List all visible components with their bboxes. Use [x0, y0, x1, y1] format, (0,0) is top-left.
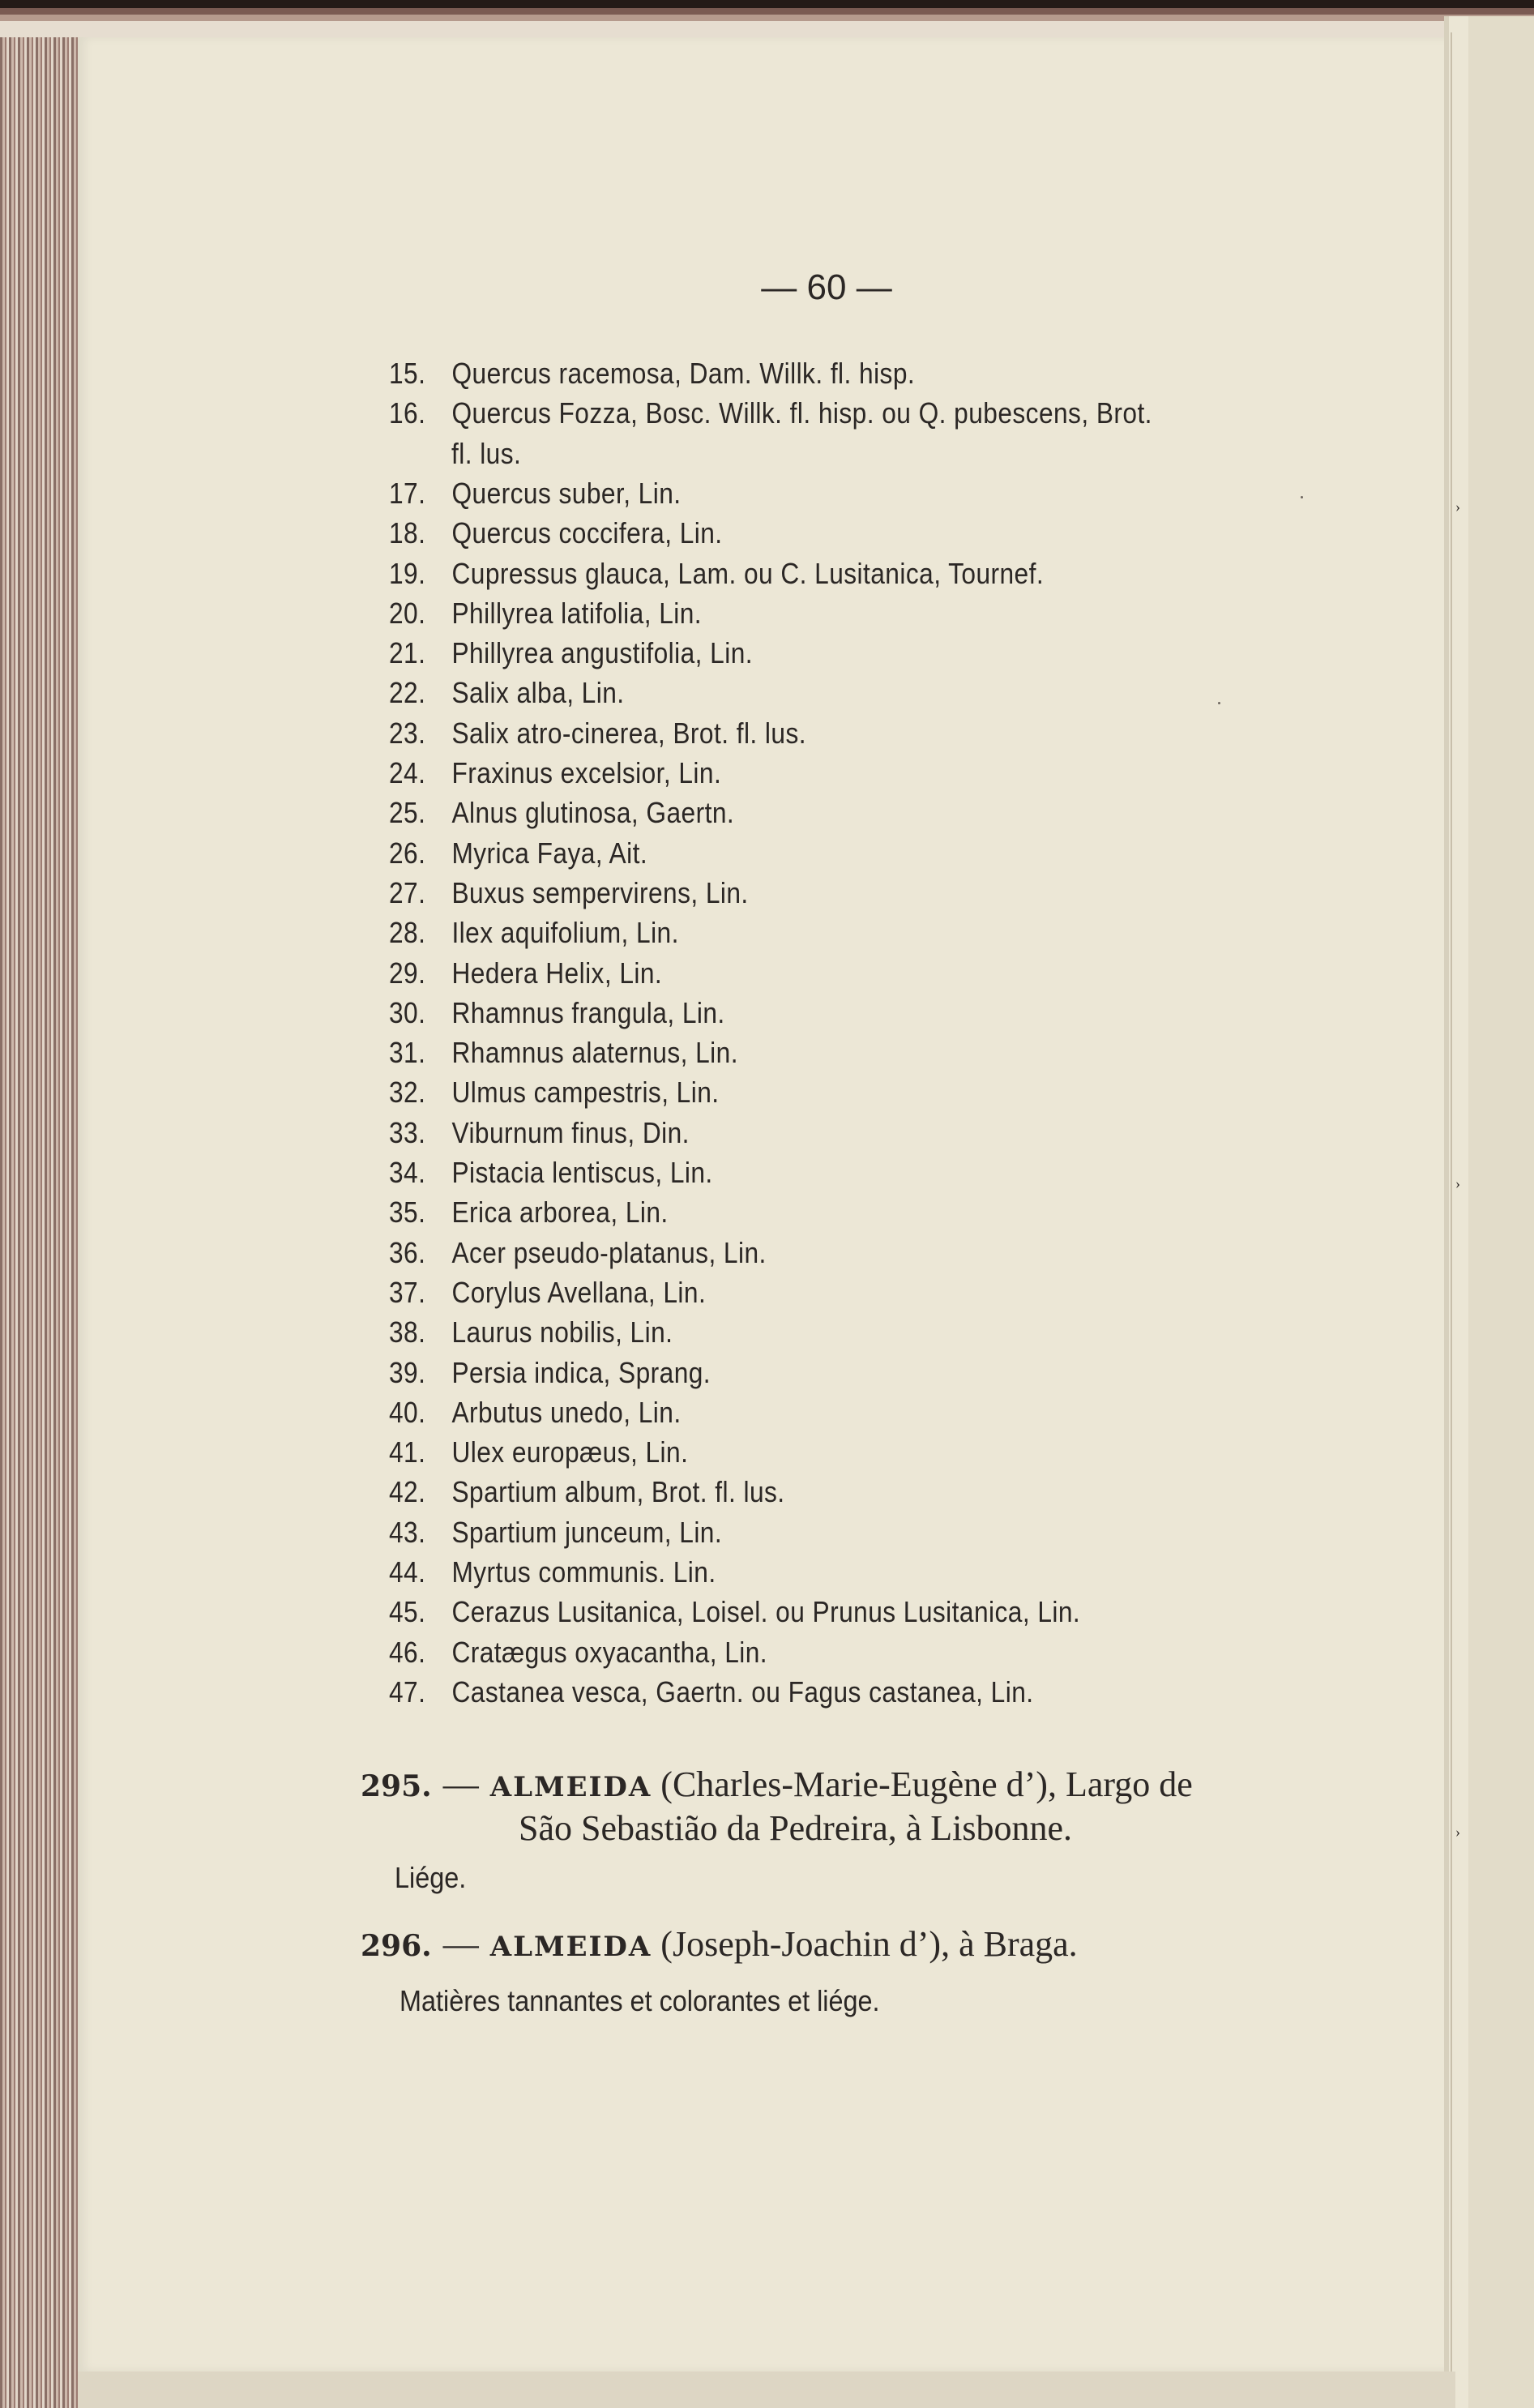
item-number: 28. [389, 916, 426, 950]
exhibit-description: Liége. [395, 1861, 467, 1894]
plant-list-item [389, 1156, 713, 1190]
entry-number: 296. [361, 1929, 432, 1963]
plant-name: Corylus Avellana, Lin. [451, 1275, 707, 1309]
item-number: 19. [389, 556, 426, 590]
entry-number: 295. [361, 1769, 432, 1803]
plant-list-item [389, 796, 734, 830]
item-number: 43. [389, 1515, 426, 1549]
plant-list-item [389, 1595, 1080, 1629]
plant-list-item [389, 956, 662, 990]
plant-list-item [389, 357, 915, 391]
plant-list-item [389, 1555, 716, 1589]
exhibitor-address: (Charles-Marie-Eugène d’), Largo de [660, 1764, 1193, 1804]
item-number: 31. [389, 1036, 426, 1070]
plant-name: Quercus Fozza, Bosc. Willk. fl. hisp. ou Q. pubescens, Brot. [451, 396, 1152, 430]
plant-name: Myrtus communis. Lin. [451, 1555, 716, 1589]
item-number: 39. [389, 1355, 426, 1389]
plant-list-item [389, 1236, 767, 1270]
item-number: 40. [389, 1395, 426, 1429]
plant-list-item [389, 1475, 785, 1509]
plant-name: Cratægus oxyacantha, Lin. [451, 1635, 768, 1669]
item-number: 29. [389, 956, 426, 990]
plant-list-item [389, 916, 679, 950]
plant-list-item [389, 597, 702, 631]
plant-list-item [389, 1675, 1034, 1709]
item-number: 16. [389, 396, 426, 430]
plant-name-continuation: fl. lus. [451, 436, 522, 470]
plant-list-item [389, 836, 647, 870]
edge-mark: › [1455, 498, 1460, 515]
book-binding-top [0, 0, 1534, 37]
item-number: 24. [389, 756, 426, 789]
plant-list-item [389, 1116, 690, 1150]
exhibitor-name: ALMEIDA [489, 1771, 652, 1803]
entry-dash: — [442, 1924, 479, 1964]
plant-name: Quercus racemosa, Dam. Willk. fl. hisp. [451, 357, 916, 390]
plant-name: Hedera Helix, Lin. [451, 956, 663, 990]
plant-name: Laurus nobilis, Lin. [451, 1315, 673, 1349]
plant-name: Arbutus unedo, Lin. [451, 1395, 682, 1429]
plant-list-item [389, 716, 806, 751]
item-number: 42. [389, 1475, 426, 1509]
plant-name: Cupressus glauca, Lam. ou C. Lusitanica, Tournef. [451, 556, 1045, 590]
item-number: 20. [389, 596, 426, 630]
plant-name: Cerazus Lusitanica, Loisel. ou Prunus Lusitanica, Lin. [451, 1595, 1081, 1629]
item-number: 46. [389, 1635, 426, 1669]
item-number: 23. [389, 716, 426, 750]
plant-name: Pistacia lentiscus, Lin. [451, 1156, 713, 1189]
plant-list-item [389, 516, 723, 550]
item-number: 30. [389, 995, 426, 1029]
exhibitor-address-line2: São Sebastião da Pedreira, à Lisbonne. [519, 1808, 1073, 1848]
paper-speck [1218, 702, 1220, 704]
plant-list-item [389, 876, 749, 910]
plant-name: Ulmus campestris, Lin. [451, 1076, 720, 1110]
book-bottom-edge [78, 2372, 1455, 2408]
exhibitor-name: ALMEIDA [489, 1931, 652, 1963]
plant-list-item [389, 477, 682, 511]
item-number: 47. [389, 1674, 426, 1709]
item-number: 18. [389, 516, 426, 550]
plant-list-item [389, 636, 753, 670]
item-number: 36. [389, 1235, 426, 1269]
edge-mark: › [1455, 1824, 1460, 1840]
plant-list-item [389, 1636, 767, 1670]
plant-name: Buxus sempervirens, Lin. [451, 875, 749, 909]
plant-name: Spartium album, Brot. fl. lus. [451, 1475, 785, 1509]
plant-list-item [389, 996, 725, 1030]
entry-dash: — [442, 1764, 479, 1804]
plant-name: Castanea vesca, Gaertn. ou Fagus castanea, Lin. [451, 1674, 1034, 1709]
item-number: 34. [389, 1156, 426, 1189]
book-right-edge [1444, 16, 1534, 2408]
plant-name: Fraxinus excelsior, Lin. [451, 756, 722, 789]
plant-name: Salix alba, Lin. [451, 676, 625, 710]
plant-name: Ilex aquifolium, Lin. [451, 916, 679, 950]
item-number: 25. [389, 796, 426, 830]
plant-list-item [389, 1356, 711, 1390]
plant-list-item [389, 1036, 738, 1070]
plant-name: Erica arborea, Lin. [451, 1195, 669, 1230]
plant-list-item [389, 1396, 682, 1430]
exhibit-description: Matières tannantes et colorantes et liége. [400, 1984, 880, 2017]
plant-list-item [389, 1195, 669, 1230]
plant-list-item [389, 557, 1044, 591]
page-number: — 60 — [761, 267, 892, 307]
item-number: 37. [389, 1275, 426, 1309]
item-number: 41. [389, 1435, 426, 1469]
edge-mark: › [1455, 1175, 1460, 1191]
plant-list-item [389, 1315, 673, 1349]
plant-name: Ulex europæus, Lin. [451, 1435, 689, 1469]
plant-name: Quercus coccifera, Lin. [451, 516, 723, 550]
plant-name: Rhamnus alaternus, Lin. [451, 1036, 738, 1070]
plant-name: Salix atro-cinerea, Brot. fl. lus. [451, 716, 806, 750]
plant-name: Acer pseudo-platanus, Lin. [451, 1235, 767, 1269]
plant-name: Alnus glutinosa, Gaertn. [451, 796, 735, 830]
item-number: 33. [389, 1115, 426, 1149]
item-number: 22. [389, 676, 426, 710]
plant-list-item [389, 1276, 706, 1310]
page-fold-line [1451, 32, 1452, 2383]
exhibitor-entry-296 [361, 1923, 1078, 1965]
plant-list-item [389, 1076, 720, 1110]
item-number: 32. [389, 1076, 426, 1110]
plant-list-item [389, 1435, 688, 1469]
exhibitor-address: (Joseph-Joachin d’), à Braga. [660, 1924, 1078, 1964]
item-number: 38. [389, 1315, 426, 1349]
plant-name: Persia indica, Sprang. [451, 1355, 711, 1389]
item-number: 44. [389, 1555, 426, 1589]
plant-list-item [389, 756, 721, 790]
item-number: 21. [389, 636, 426, 670]
item-number: 15. [389, 357, 426, 390]
item-number: 26. [389, 836, 426, 870]
plant-list-item [389, 676, 625, 710]
plant-name: Viburnum finus, Din. [451, 1115, 690, 1149]
plant-name: Phillyrea latifolia, Lin. [451, 596, 703, 630]
plant-name: Quercus suber, Lin. [451, 476, 682, 510]
book-page-edges [0, 37, 81, 2408]
item-number: 45. [389, 1595, 426, 1629]
item-number: 35. [389, 1195, 426, 1230]
plant-name: Myrica Faya, Ait. [451, 836, 648, 870]
paper-speck [1301, 496, 1303, 498]
plant-list-item [389, 1516, 722, 1550]
item-number: 27. [389, 875, 426, 909]
plant-list-item [389, 396, 1152, 430]
plant-name: Rhamnus frangula, Lin. [451, 995, 725, 1029]
plant-name: Phillyrea angustifolia, Lin. [451, 636, 754, 670]
plant-name: Spartium junceum, Lin. [451, 1515, 723, 1549]
exhibitor-entry-295 [361, 1764, 1193, 1805]
item-number: 17. [389, 476, 426, 510]
